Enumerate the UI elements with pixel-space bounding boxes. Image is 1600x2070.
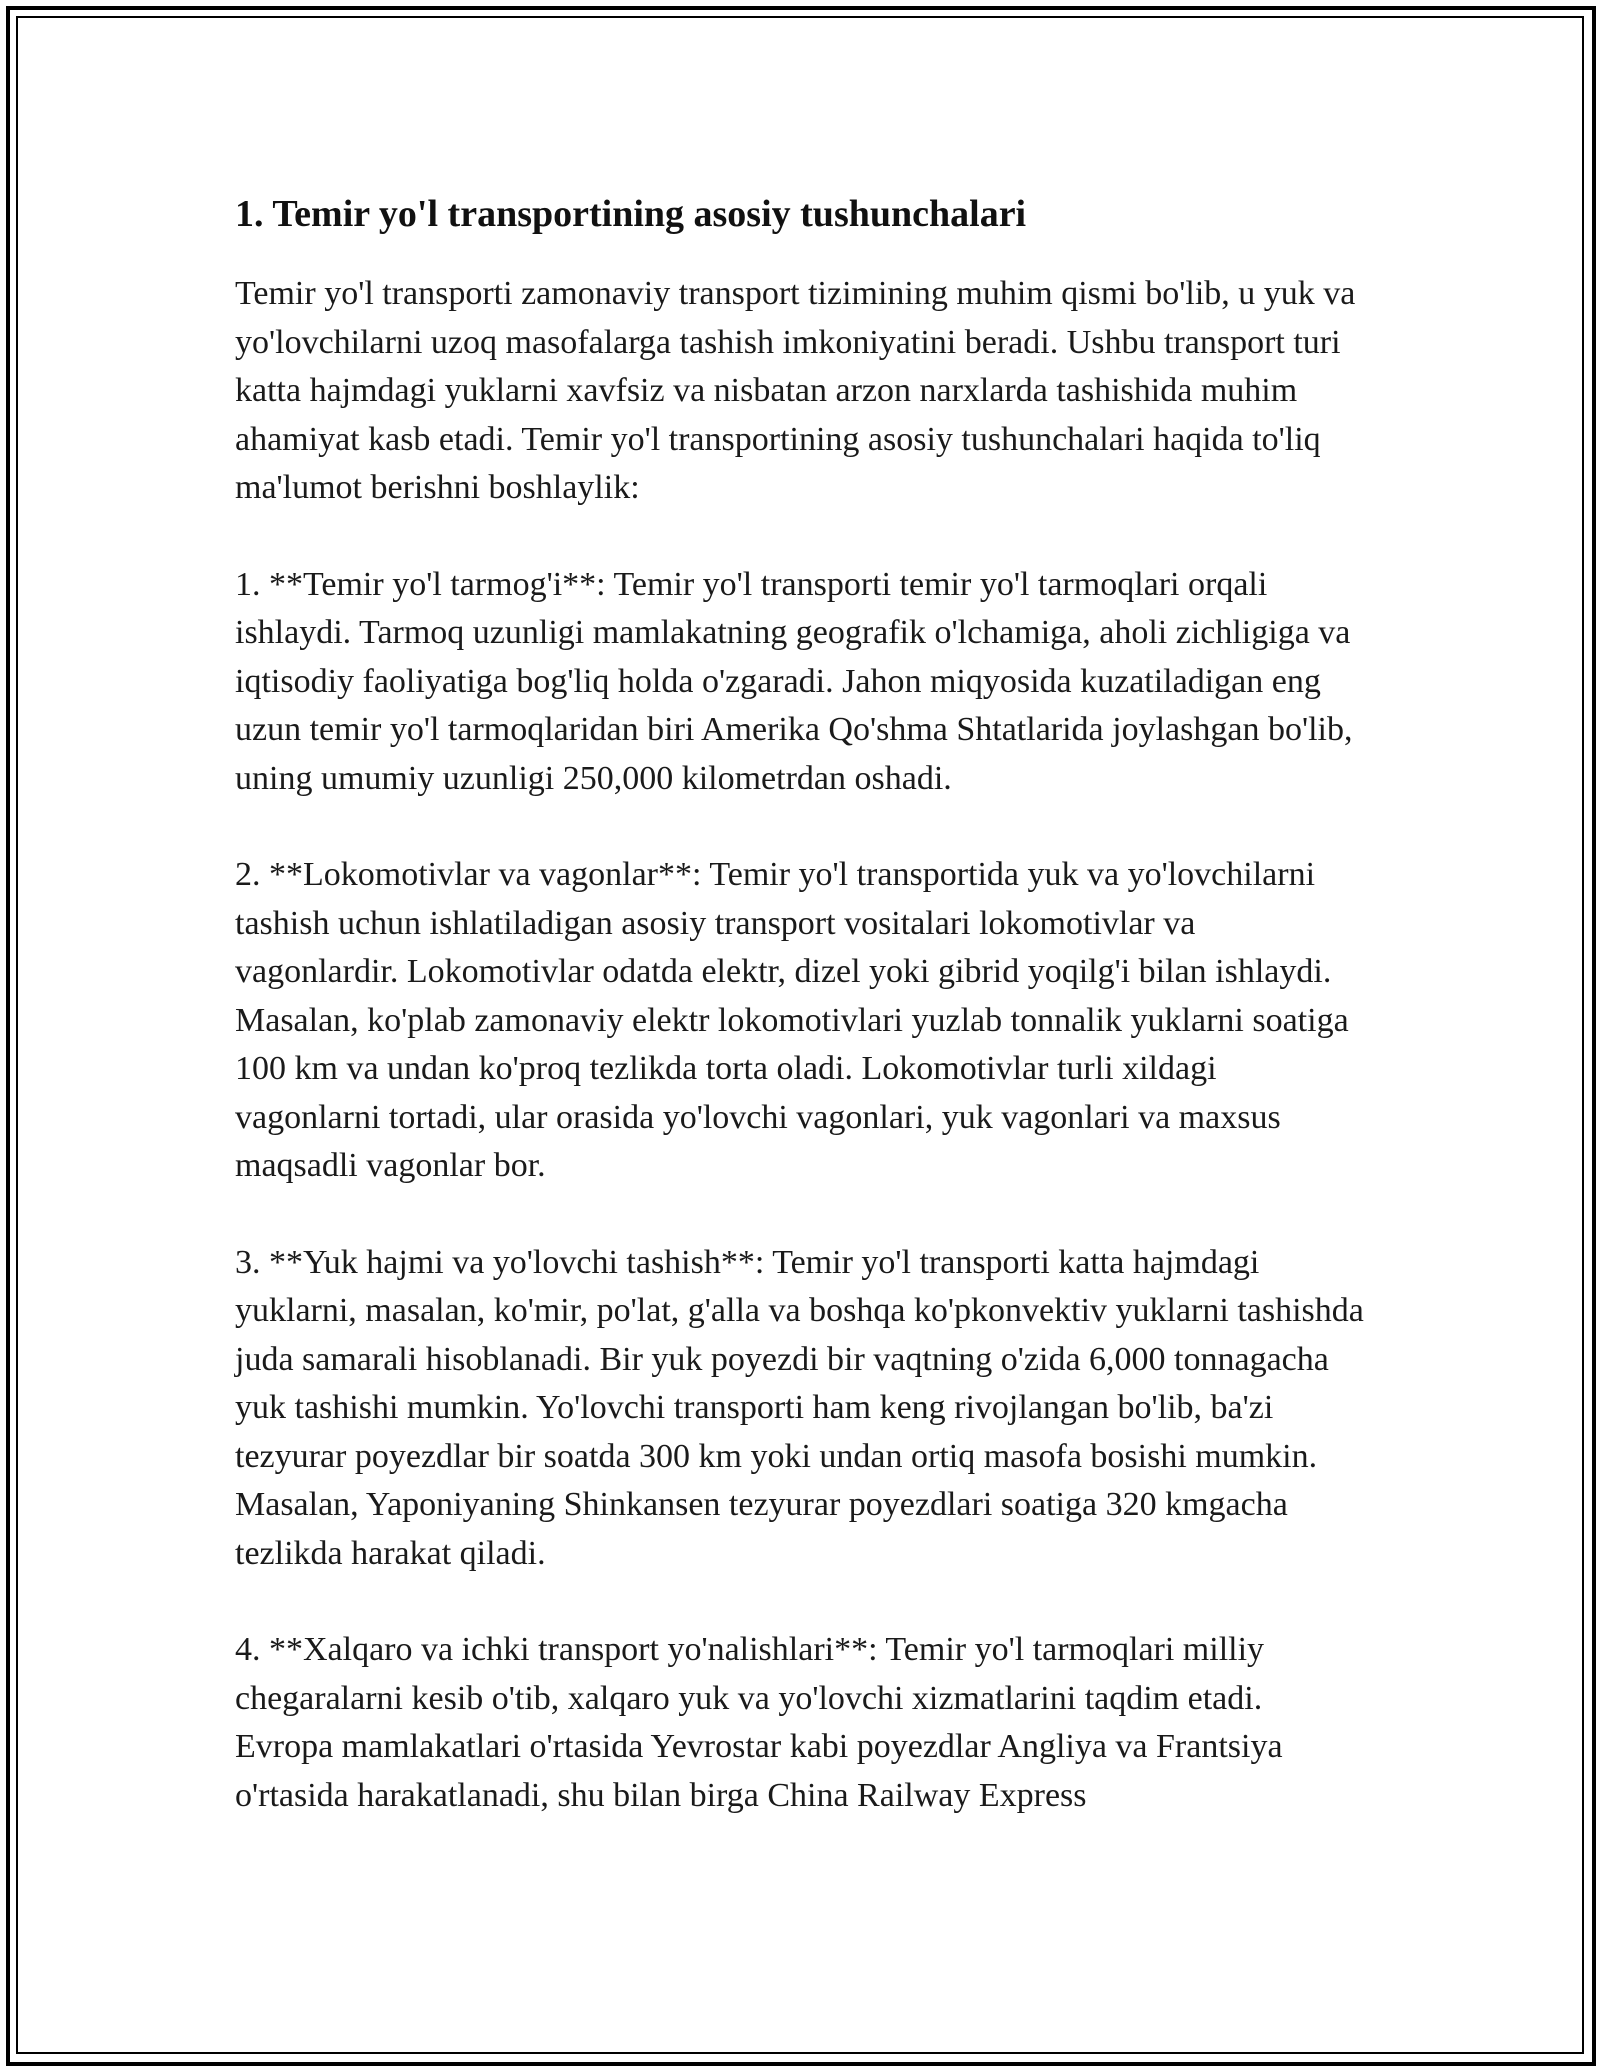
document-body xyxy=(235,188,1365,1868)
intro-paragraph: Temir yo'l transporti zamonaviy transport tizimining muhim qismi bo'lib, u yuk va yo'lovchilarni uzoq masofalarga tashish imkoniyatini beradi. Ushbu transport turi katta hajmdagi yuklarni xavfsiz va nisbatan arzon narxlarda tashishida muhim ahamiyat kasb etadi. Temir yo'l transportining asosiy tushunchalari haqida to'liq ma'lumot berishni boshlaylik: xyxy=(235,275,1356,506)
paragraph-cargo-passengers: 3. **Yuk hajmi va yo'lovchi tashish**: Temir yo'l transporti katta hajmdagi yuklarni, masalan, ko'mir, po'lat, g'alla va boshqa ko'pkonvektiv yuklarni tashishda juda samarali hisoblanadi. Bir yuk poyezdi bir vaqtning o'zida 6,000 tonnagacha yuk tashishi mumkin. Yo'lovchi transporti ham keng rivojlangan bo'lib, ba'zi tezyurar poyezdlar bir soatda 300 km yoki undan ortiq masofa bosishi mumkin. Masalan, Yaponiyaning Shinkansen tezyurar poyezdlari soatiga 320 kmgacha tezlikda harakat qiladi. xyxy=(235,1243,1364,1572)
paragraph-locomotives-wagons: 2. **Lokomotivlar va vagonlar**: Temir yo'l transportida yuk va yo'lovchilarni tashish uchun ishlatiladigan asosiy transport vositalari lokomotivlar va vagonlardir. Lokomotivlar odatda elektr, dizel yoki gibrid yoqilg'i bilan ishlaydi. Masalan, ko'plab zamonaviy elektr lokomotivlari yuzlab tonnalik yuklarni soatiga 100 km va undan ko'proq tezlikda torta oladi. Lokomotivlar turli xildagi vagonlarni tortadi, ular orasida yo'lovchi vagonlari, yuk vagonlari va maxsus maqsadli vagonlar bor. xyxy=(235,856,1349,1184)
paragraph-international-routes: 4. **Xalqaro va ichki transport yo'nalishlari**: Temir yo'l tarmoqlari milliy chegaralarni kesib o'tib, xalqaro yuk va yo'lovchi xizmatlarini taqdim etadi. Evropa mamlakatlari o'rtasida Yevrostar kabi poyezdlar Angliya va Frantsiya o'rtasida harakatlanadi, shu bilan birga China Railway Express xyxy=(235,1631,1283,1814)
paragraph-railway-network: 1. **Temir yo'l tarmog'i**: Temir yo'l transporti temir yo'l tarmoqlari orqali ishlaydi. Tarmoq uzunligi mamlakatning geografik o'lchamiga, aholi zichligiga va iqtisodiy faoliyatiga bog'liq holda o'zgaradi. Jahon miqyosida kuzatiladigan eng uzun temir yo'l tarmoqlaridan biri Amerika Qo'shma Shtatlarida joylashgan bo'lib, uning umumiy uzunligi 250,000 kilometrdan oshadi. xyxy=(235,565,1353,797)
section-heading: 1. Temir yo'l transportining asosiy tushunchalari xyxy=(235,193,1027,235)
